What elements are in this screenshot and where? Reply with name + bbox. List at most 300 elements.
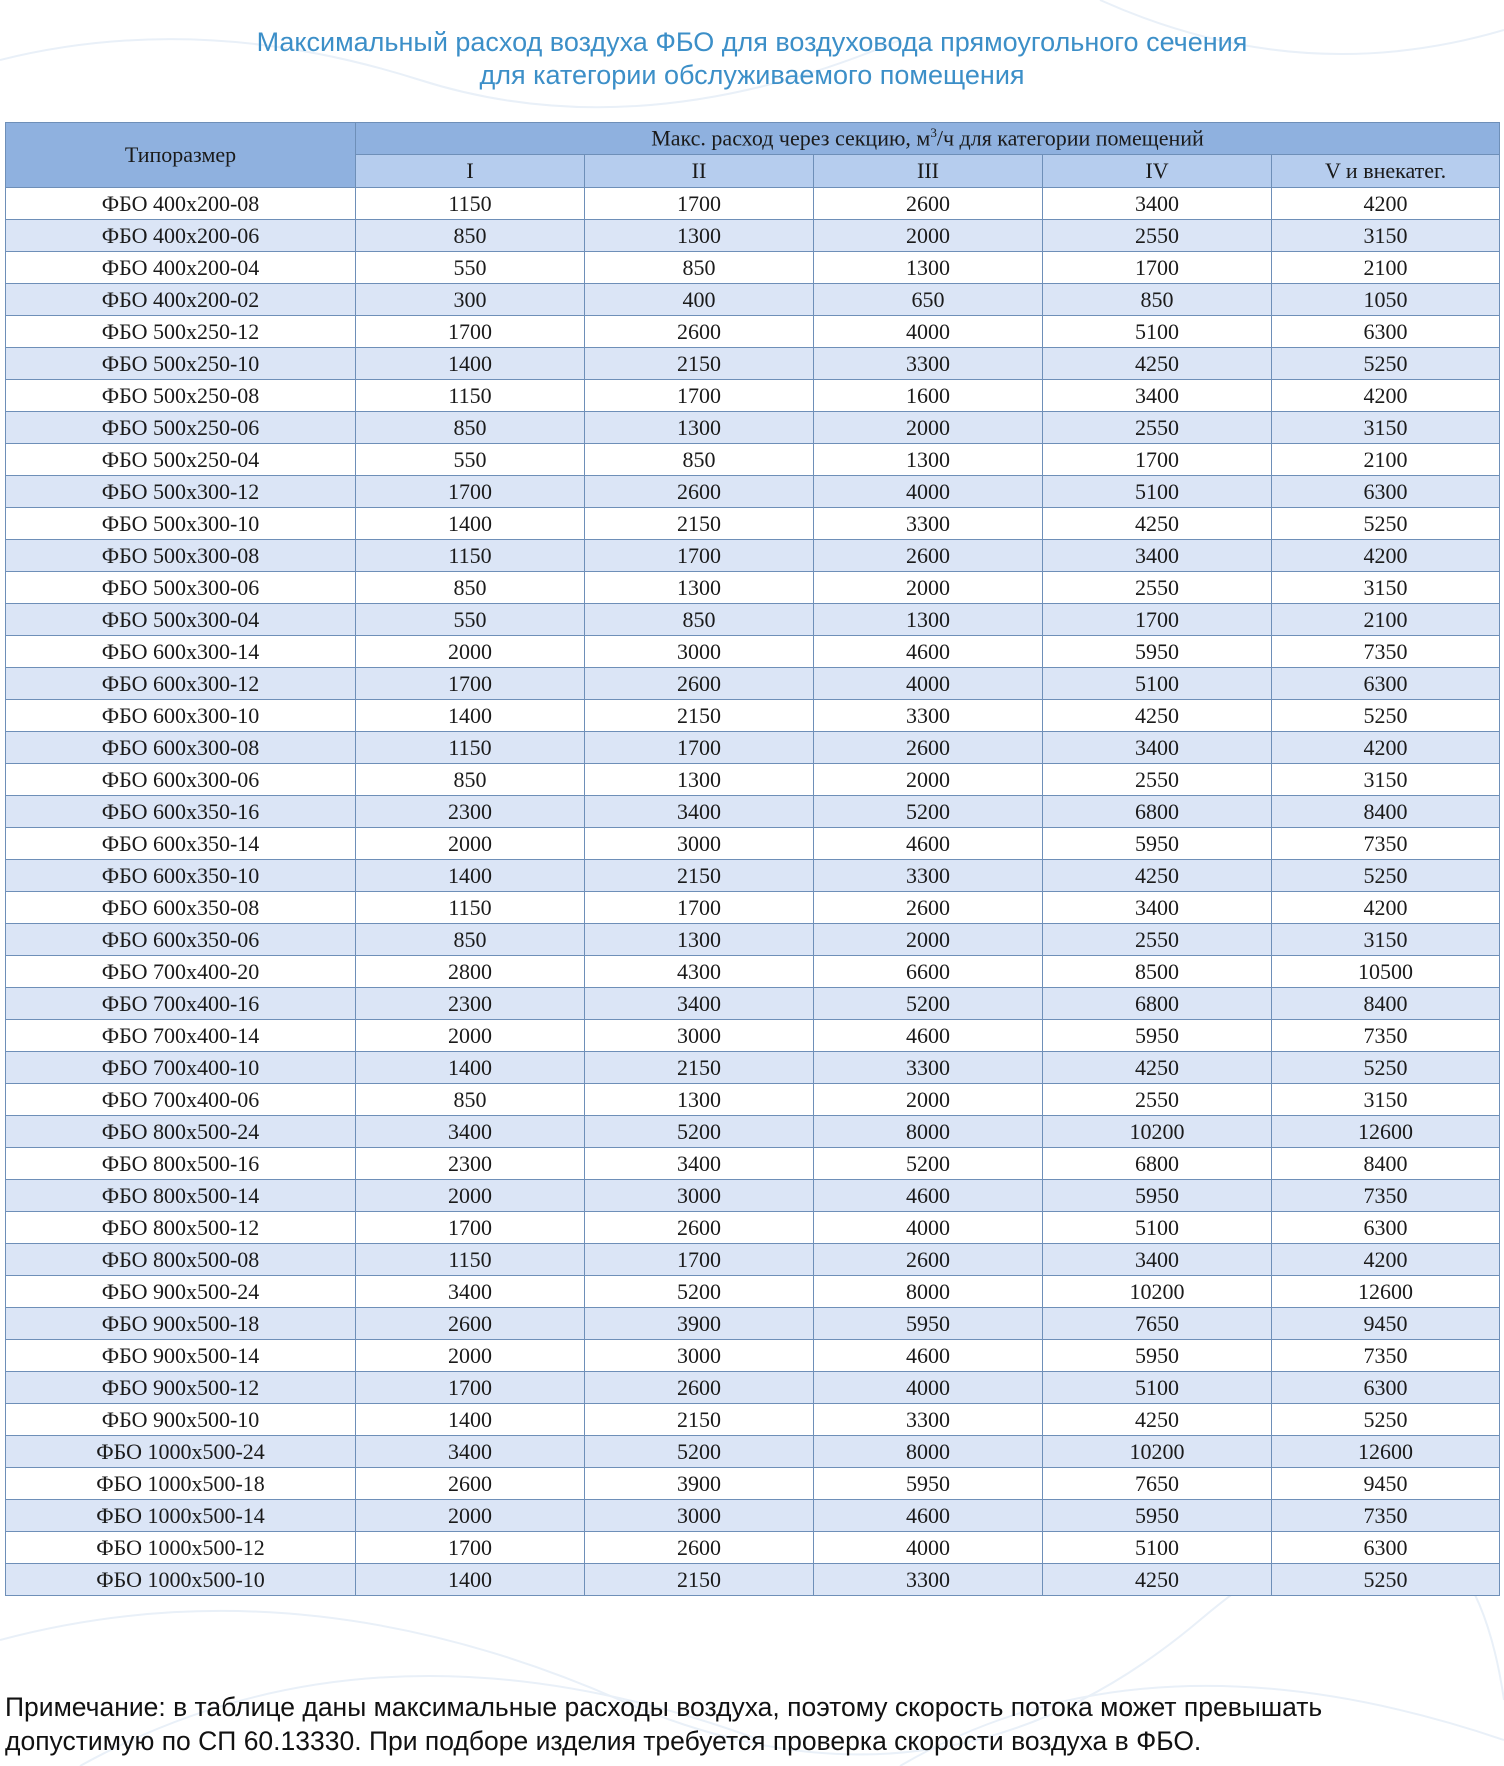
table-row (6, 1532, 1500, 1564)
flow-value-cell: 4600 (814, 1180, 1043, 1212)
table-row (6, 316, 1500, 348)
flow-value-cell: 2150 (585, 1052, 814, 1084)
table-row (6, 284, 1500, 316)
table-row (6, 1084, 1500, 1116)
table-row (6, 1244, 1500, 1276)
flow-value-cell: 3900 (585, 1468, 814, 1500)
title-line-2: для категории обслуживаемого помещения (479, 60, 1025, 90)
flow-value-cell: 1150 (356, 540, 585, 572)
flow-value-cell: 2600 (585, 316, 814, 348)
size-cell: ФБО 500x250-10 (6, 348, 356, 380)
size-cell: ФБО 600x300-14 (6, 636, 356, 668)
table-row (6, 668, 1500, 700)
flow-value-cell: 1150 (356, 1244, 585, 1276)
flow-value-cell: 3400 (1043, 540, 1272, 572)
flow-value-cell: 5950 (814, 1308, 1043, 1340)
category-header: IV (1043, 155, 1272, 188)
flow-value-cell: 3150 (1272, 924, 1500, 956)
size-cell: ФБО 700x400-06 (6, 1084, 356, 1116)
size-cell: ФБО 400x200-02 (6, 284, 356, 316)
size-cell: ФБО 900x500-14 (6, 1340, 356, 1372)
flow-value-cell: 3000 (585, 828, 814, 860)
flow-value-cell: 4600 (814, 1020, 1043, 1052)
size-cell: ФБО 800x500-08 (6, 1244, 356, 1276)
flow-value-cell: 3300 (814, 1564, 1043, 1596)
size-cell: ФБО 600x350-16 (6, 796, 356, 828)
flow-value-cell: 550 (356, 444, 585, 476)
flow-value-cell: 3150 (1272, 412, 1500, 444)
flow-value-cell: 4200 (1272, 1244, 1500, 1276)
flow-value-cell: 2600 (585, 1372, 814, 1404)
flow-value-cell: 2600 (585, 1212, 814, 1244)
flow-value-cell: 3150 (1272, 220, 1500, 252)
flow-value-cell: 300 (356, 284, 585, 316)
flow-value-cell: 3000 (585, 1020, 814, 1052)
category-header: I (356, 155, 585, 188)
flow-value-cell: 2600 (814, 892, 1043, 924)
flow-value-cell: 2000 (356, 636, 585, 668)
flow-value-cell: 3400 (356, 1116, 585, 1148)
table-row (6, 828, 1500, 860)
flow-value-cell: 650 (814, 284, 1043, 316)
size-cell: ФБО 1000x500-12 (6, 1532, 356, 1564)
table-row (6, 572, 1500, 604)
flow-value-cell: 8000 (814, 1276, 1043, 1308)
table-row (6, 540, 1500, 572)
flow-value-cell: 1700 (585, 732, 814, 764)
flow-value-cell: 2600 (585, 668, 814, 700)
flow-value-cell: 1700 (1043, 604, 1272, 636)
flow-value-cell: 4600 (814, 1500, 1043, 1532)
table-row (6, 476, 1500, 508)
flow-value-cell: 2000 (814, 764, 1043, 796)
flow-value-cell: 850 (1043, 284, 1272, 316)
flow-value-cell: 2100 (1272, 252, 1500, 284)
flow-value-cell: 1700 (356, 668, 585, 700)
flow-value-cell: 1700 (356, 1212, 585, 1244)
flow-value-cell: 1300 (585, 412, 814, 444)
category-header: III (814, 155, 1043, 188)
flow-value-cell: 3150 (1272, 764, 1500, 796)
table-row (6, 1500, 1500, 1532)
flow-value-cell: 8000 (814, 1436, 1043, 1468)
flow-value-cell: 5950 (1043, 1500, 1272, 1532)
table-row (6, 1148, 1500, 1180)
flow-value-cell: 2550 (1043, 924, 1272, 956)
flow-value-cell: 8500 (1043, 956, 1272, 988)
table-row (6, 1116, 1500, 1148)
table-row (6, 1276, 1500, 1308)
table-row (6, 732, 1500, 764)
flow-value-cell: 1150 (356, 380, 585, 412)
flow-value-cell: 4600 (814, 636, 1043, 668)
flow-value-cell: 2550 (1043, 1084, 1272, 1116)
flow-value-cell: 3400 (585, 796, 814, 828)
size-cell: ФБО 600x350-10 (6, 860, 356, 892)
flow-value-cell: 1700 (585, 892, 814, 924)
flow-value-cell: 7650 (1043, 1308, 1272, 1340)
flow-value-cell: 8400 (1272, 796, 1500, 828)
flow-value-cell: 7350 (1272, 1340, 1500, 1372)
flow-value-cell: 850 (585, 444, 814, 476)
flow-value-cell: 2150 (585, 860, 814, 892)
flow-value-cell: 5950 (1043, 1180, 1272, 1212)
flow-value-cell: 3150 (1272, 1084, 1500, 1116)
table-row (6, 764, 1500, 796)
flow-value-cell: 1700 (356, 476, 585, 508)
table-row (6, 1180, 1500, 1212)
flow-value-cell: 3150 (1272, 572, 1500, 604)
flow-value-cell: 2600 (814, 540, 1043, 572)
size-column-header: Типоразмер (6, 123, 356, 188)
flow-value-cell: 7350 (1272, 636, 1500, 668)
flow-value-cell: 1400 (356, 1404, 585, 1436)
flow-value-cell: 5950 (814, 1468, 1043, 1500)
flow-group-header-end: /ч для категории помещений (936, 125, 1204, 151)
category-header: II (585, 155, 814, 188)
flow-value-cell: 1400 (356, 508, 585, 540)
flow-value-cell: 8400 (1272, 1148, 1500, 1180)
flow-value-cell: 2150 (585, 508, 814, 540)
flow-value-cell: 3000 (585, 1340, 814, 1372)
flow-group-header-text: Макс. расход через секцию, м (651, 125, 931, 151)
flow-value-cell: 1400 (356, 348, 585, 380)
flow-value-cell: 4200 (1272, 380, 1500, 412)
flow-value-cell: 4000 (814, 1372, 1043, 1404)
flow-value-cell: 2600 (356, 1468, 585, 1500)
flow-value-cell: 2550 (1043, 764, 1272, 796)
flow-value-cell: 5100 (1043, 316, 1272, 348)
flow-value-cell: 5200 (585, 1436, 814, 1468)
size-cell: ФБО 400x200-06 (6, 220, 356, 252)
flow-value-cell: 6300 (1272, 668, 1500, 700)
flow-value-cell: 2300 (356, 796, 585, 828)
flow-value-cell: 1300 (585, 1084, 814, 1116)
category-header: V и внекатег. (1272, 155, 1500, 188)
size-cell: ФБО 1000x500-14 (6, 1500, 356, 1532)
flow-value-cell: 1700 (585, 540, 814, 572)
table-header (6, 123, 1500, 188)
flow-value-cell: 5250 (1272, 508, 1500, 540)
flow-value-cell: 3300 (814, 348, 1043, 380)
flow-value-cell: 4000 (814, 668, 1043, 700)
flow-value-cell: 3000 (585, 1500, 814, 1532)
table-row (6, 348, 1500, 380)
flow-value-cell: 4600 (814, 1340, 1043, 1372)
flow-value-cell: 7650 (1043, 1468, 1272, 1500)
flow-value-cell: 1600 (814, 380, 1043, 412)
document-title (0, 26, 1504, 92)
flow-value-cell: 5250 (1272, 1052, 1500, 1084)
flow-value-cell: 4250 (1043, 508, 1272, 540)
flow-value-cell: 1300 (585, 924, 814, 956)
flow-value-cell: 10200 (1043, 1116, 1272, 1148)
flow-value-cell: 7350 (1272, 1020, 1500, 1052)
table-row (6, 1404, 1500, 1436)
size-cell: ФБО 500x300-10 (6, 508, 356, 540)
size-cell: ФБО 600x350-08 (6, 892, 356, 924)
flow-value-cell: 1300 (585, 220, 814, 252)
table-row (6, 188, 1500, 220)
flow-value-cell: 4250 (1043, 860, 1272, 892)
flow-value-cell: 4200 (1272, 732, 1500, 764)
flow-value-cell: 1700 (585, 1244, 814, 1276)
flow-group-header (356, 123, 1500, 155)
flow-value-cell: 1700 (356, 1532, 585, 1564)
flow-value-cell: 550 (356, 252, 585, 284)
flow-value-cell: 6800 (1043, 796, 1272, 828)
flow-value-cell: 2600 (585, 476, 814, 508)
flow-value-cell: 4300 (585, 956, 814, 988)
flow-value-cell: 4250 (1043, 1564, 1272, 1596)
size-cell: ФБО 600x350-06 (6, 924, 356, 956)
size-cell: ФБО 600x300-10 (6, 700, 356, 732)
flow-value-cell: 6300 (1272, 316, 1500, 348)
flow-value-cell: 5250 (1272, 700, 1500, 732)
flow-value-cell: 3300 (814, 860, 1043, 892)
flow-value-cell: 5200 (585, 1276, 814, 1308)
flow-value-cell: 5250 (1272, 860, 1500, 892)
table-row (6, 444, 1500, 476)
table-row (6, 1308, 1500, 1340)
footnote-line-2: допустимую по СП 60.13330. При подборе изделия требуется проверка скорости воздуха в ФБО. (5, 1726, 1202, 1756)
flow-value-cell: 400 (585, 284, 814, 316)
flow-value-cell: 5950 (1043, 828, 1272, 860)
flow-value-cell: 5950 (1043, 636, 1272, 668)
flow-value-cell: 5100 (1043, 476, 1272, 508)
flow-value-cell: 2300 (356, 1148, 585, 1180)
table-row (6, 956, 1500, 988)
footnote (5, 1690, 1499, 1758)
flow-value-cell: 3900 (585, 1308, 814, 1340)
flow-value-cell: 5100 (1043, 668, 1272, 700)
flow-value-cell: 1300 (814, 604, 1043, 636)
flow-value-cell: 1400 (356, 1564, 585, 1596)
flow-value-cell: 4250 (1043, 348, 1272, 380)
title-line-1: Максимальный расход воздуха ФБО для воздуховода прямоугольного сечения (256, 27, 1248, 57)
flow-value-cell: 4250 (1043, 1052, 1272, 1084)
flow-value-cell: 1150 (356, 732, 585, 764)
size-cell: ФБО 400x200-08 (6, 188, 356, 220)
size-cell: ФБО 500x250-04 (6, 444, 356, 476)
flow-value-cell: 5950 (1043, 1340, 1272, 1372)
flow-value-cell: 2600 (814, 732, 1043, 764)
table-row (6, 924, 1500, 956)
flow-value-cell: 4250 (1043, 1404, 1272, 1436)
size-cell: ФБО 500x250-12 (6, 316, 356, 348)
flow-value-cell: 4600 (814, 828, 1043, 860)
flow-value-cell: 1300 (814, 444, 1043, 476)
flow-value-cell: 7350 (1272, 828, 1500, 860)
flow-value-cell: 3300 (814, 508, 1043, 540)
size-cell: ФБО 800x500-12 (6, 1212, 356, 1244)
flow-value-cell: 3300 (814, 1052, 1043, 1084)
flow-value-cell: 850 (356, 1084, 585, 1116)
size-cell: ФБО 500x250-08 (6, 380, 356, 412)
table-row (6, 860, 1500, 892)
size-cell: ФБО 500x250-06 (6, 412, 356, 444)
flow-value-cell: 6300 (1272, 476, 1500, 508)
flow-value-cell: 6300 (1272, 1372, 1500, 1404)
size-cell: ФБО 500x300-08 (6, 540, 356, 572)
flow-value-cell: 8000 (814, 1116, 1043, 1148)
size-cell: ФБО 600x300-08 (6, 732, 356, 764)
flow-value-cell: 3400 (356, 1276, 585, 1308)
flow-value-cell: 3000 (585, 1180, 814, 1212)
flow-value-cell: 12600 (1272, 1116, 1500, 1148)
flow-value-cell: 2150 (585, 348, 814, 380)
size-cell: ФБО 600x300-06 (6, 764, 356, 796)
size-cell: ФБО 800x500-24 (6, 1116, 356, 1148)
size-cell: ФБО 1000x500-10 (6, 1564, 356, 1596)
flow-value-cell: 3300 (814, 1404, 1043, 1436)
table-row (6, 1564, 1500, 1596)
size-cell: ФБО 700x400-10 (6, 1052, 356, 1084)
flow-value-cell: 2300 (356, 988, 585, 1020)
flow-value-cell: 1400 (356, 700, 585, 732)
flow-value-cell: 4200 (1272, 892, 1500, 924)
size-cell: ФБО 600x350-14 (6, 828, 356, 860)
table-row (6, 1436, 1500, 1468)
flow-value-cell: 2000 (356, 1020, 585, 1052)
flow-value-cell: 9450 (1272, 1468, 1500, 1500)
flow-value-cell: 7350 (1272, 1500, 1500, 1532)
flow-value-cell: 6800 (1043, 1148, 1272, 1180)
flow-value-cell: 1300 (585, 764, 814, 796)
flow-value-cell: 6300 (1272, 1532, 1500, 1564)
flow-value-cell: 2100 (1272, 444, 1500, 476)
flow-value-cell: 1700 (1043, 444, 1272, 476)
table-row (6, 508, 1500, 540)
table-row (6, 988, 1500, 1020)
footnote-line-1: Примечание: в таблице даны максимальные расходы воздуха, поэтому скорость потока может превышать (5, 1692, 1323, 1722)
flow-value-cell: 3400 (585, 1148, 814, 1180)
flow-value-cell: 5200 (814, 1148, 1043, 1180)
flow-value-cell: 550 (356, 604, 585, 636)
flow-value-cell: 6300 (1272, 1212, 1500, 1244)
flow-value-cell: 3400 (1043, 188, 1272, 220)
table-row (6, 1020, 1500, 1052)
flow-value-cell: 1150 (356, 188, 585, 220)
flow-value-cell: 3400 (585, 988, 814, 1020)
size-cell: ФБО 1000x500-24 (6, 1436, 356, 1468)
flow-value-cell: 1150 (356, 892, 585, 924)
flow-value-cell: 5200 (814, 796, 1043, 828)
flow-value-cell: 4000 (814, 1212, 1043, 1244)
flow-value-cell: 3400 (1043, 1244, 1272, 1276)
flow-value-cell: 1400 (356, 1052, 585, 1084)
flow-value-cell: 3400 (1043, 892, 1272, 924)
flow-value-cell: 850 (356, 572, 585, 604)
size-cell: ФБО 900x500-18 (6, 1308, 356, 1340)
size-cell: ФБО 800x500-16 (6, 1148, 356, 1180)
size-cell: ФБО 900x500-24 (6, 1276, 356, 1308)
flow-value-cell: 1700 (356, 1372, 585, 1404)
flow-value-cell: 4200 (1272, 188, 1500, 220)
table-row (6, 220, 1500, 252)
flow-value-cell: 2150 (585, 700, 814, 732)
flow-value-cell: 1700 (1043, 252, 1272, 284)
flow-group-header-sup: 3 (930, 125, 937, 141)
flow-value-cell: 4000 (814, 316, 1043, 348)
flow-value-cell: 10200 (1043, 1436, 1272, 1468)
size-cell: ФБО 500x300-06 (6, 572, 356, 604)
flow-value-cell: 2600 (814, 188, 1043, 220)
flow-value-cell: 2150 (585, 1564, 814, 1596)
table-row (6, 1468, 1500, 1500)
flow-value-cell: 850 (356, 924, 585, 956)
size-cell: ФБО 600x300-12 (6, 668, 356, 700)
flow-value-cell: 3000 (585, 636, 814, 668)
flow-value-cell: 850 (585, 252, 814, 284)
table-row (6, 636, 1500, 668)
flow-value-cell: 1700 (356, 316, 585, 348)
flow-value-cell: 2000 (814, 412, 1043, 444)
flow-value-cell: 2000 (814, 220, 1043, 252)
flow-value-cell: 2100 (1272, 604, 1500, 636)
table-body (6, 188, 1500, 1596)
size-cell: ФБО 700x400-20 (6, 956, 356, 988)
flow-value-cell: 5200 (585, 1116, 814, 1148)
flow-value-cell: 4250 (1043, 700, 1272, 732)
flow-value-cell: 10500 (1272, 956, 1500, 988)
flow-value-cell: 2600 (585, 1532, 814, 1564)
flow-value-cell: 3400 (1043, 380, 1272, 412)
flow-value-cell: 2000 (356, 828, 585, 860)
flow-value-cell: 12600 (1272, 1436, 1500, 1468)
size-cell: ФБО 1000x500-18 (6, 1468, 356, 1500)
flow-value-cell: 2150 (585, 1404, 814, 1436)
flow-value-cell: 3300 (814, 700, 1043, 732)
flow-value-cell: 2000 (814, 924, 1043, 956)
flow-value-cell: 3400 (1043, 732, 1272, 764)
flow-value-cell: 5250 (1272, 348, 1500, 380)
flow-value-cell: 2600 (814, 1244, 1043, 1276)
flow-value-cell: 2000 (814, 1084, 1043, 1116)
table-row (6, 700, 1500, 732)
flow-value-cell: 1400 (356, 860, 585, 892)
size-cell: ФБО 500x300-12 (6, 476, 356, 508)
table-row (6, 796, 1500, 828)
table-row (6, 1372, 1500, 1404)
flow-value-cell: 5950 (1043, 1020, 1272, 1052)
flow-value-cell: 2000 (814, 572, 1043, 604)
flow-value-cell: 2550 (1043, 572, 1272, 604)
flow-value-cell: 6600 (814, 956, 1043, 988)
table-row (6, 1212, 1500, 1244)
size-cell: ФБО 900x500-12 (6, 1372, 356, 1404)
flow-value-cell: 9450 (1272, 1308, 1500, 1340)
flow-value-cell: 8400 (1272, 988, 1500, 1020)
flow-value-cell: 4000 (814, 1532, 1043, 1564)
flow-value-cell: 5100 (1043, 1372, 1272, 1404)
size-cell: ФБО 800x500-14 (6, 1180, 356, 1212)
flow-value-cell: 1050 (1272, 284, 1500, 316)
flow-value-cell: 5100 (1043, 1532, 1272, 1564)
flow-value-cell: 1700 (585, 188, 814, 220)
table-row (6, 412, 1500, 444)
flow-value-cell: 850 (356, 412, 585, 444)
table-row (6, 892, 1500, 924)
flow-value-cell: 850 (585, 604, 814, 636)
flow-value-cell: 3400 (356, 1436, 585, 1468)
table-row (6, 380, 1500, 412)
flow-value-cell: 2000 (356, 1340, 585, 1372)
size-cell: ФБО 700x400-14 (6, 1020, 356, 1052)
flow-value-cell: 850 (356, 764, 585, 796)
flow-value-cell: 4000 (814, 476, 1043, 508)
flow-value-cell: 5250 (1272, 1404, 1500, 1436)
